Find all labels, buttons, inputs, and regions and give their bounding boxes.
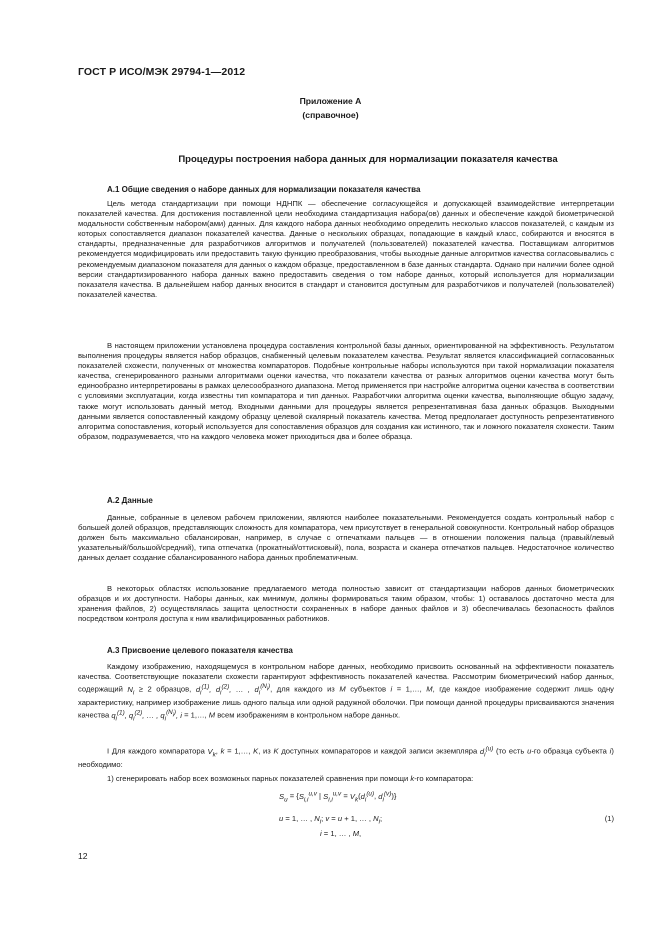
page-number: 12	[78, 851, 88, 861]
formula-index-ranges: u = 1, … , $N_i$; v = u + 1, … , $N_i$;	[279, 814, 383, 826]
formula-set-definition: $S_u = \{S_{i,i}^{u,v}$ | $S_{i,i}^{u,v} = V_k(d_i^{(u)}$, $d_i^{(v)}$)}	[279, 790, 397, 804]
section-a3-paragraph-3: 1) сгенерировать набор всех возможных парных показателей сравнения при помощи k-го компаратора:	[107, 774, 474, 783]
formula-number: (1)	[604, 814, 614, 823]
section-a3-paragraph-2: I Для каждого компаратора $V_k$, k = 1,…, K, из K доступных компараторов и каждой записи экземпляра $d_i^{(u)}$ (то есть u-го образца субъекта i) необходимо:	[78, 745, 614, 770]
annex-title: Процедуры построения набора данных для нормализации показателя качества	[178, 154, 558, 165]
annex-type: (справочное)	[302, 110, 359, 120]
section-a2-paragraph-2: В некоторых областях использование предлагаемого метода полностью зависит от стандартизации наборов данных биометрических образцов и их доступности. Наборы данных, как минимум, должны формироваться таким образом, чтобы: 1) оставалось достаточно места для хранения файлов, 2) осуществлялась защита целостности сохраненных в наборе данных файлов и 3) обеспечивалась безопасность файлов посредством контроля доступа к ним квалифицированных работников.	[78, 584, 614, 624]
section-a3-heading: А.3 Присвоение целевого показателя качества	[107, 646, 293, 655]
annex-label: Приложение А	[299, 96, 362, 106]
section-a1-paragraph-2: В настоящем приложении установлена процедура составления контрольной базы данных, ориентированной на эффективность. Результатом выполнения процедуры является набор образцов, снабженный целевым показателем качества. Результат является классификацией согласованных показателей схожести, полученных от множества компараторов. Подобные контрольные наборы используются при такой нормализации показателя качества, сгенерированного разными алгоритмами оценки качества, что показатели качества от разных алгоритмов оценки качества могут быть единообразно интерпретированы в рамках целесообразного диапазона. Метод применяется при настройке алгоритма оценки качества в соответствии с условиями эксплуатации, когда известны тип компаратора и тип данных. Разработчики алгоритма оценки качества, выполняющие общую задачу, также могут использовать данный метод. Входными данными для процедуры является репрезентативная база данных образцов. Выходными данными является сопоставленный каждому образцу целевой скалярный показатель качества. Метод предполагает доступность репрезентативного алгоритма сопоставления, который используется для сопоставления образцов для создания как истинного, так и ложного показателя схожести. Таким образом, подразумевается, что на каждого человека может приходиться два и более образца.	[78, 341, 614, 441]
section-a1-paragraph-1: Цель метода стандартизации при помощи НДНПК — обеспечение согласующейся и допускающей взаимодействие интерпретации показателей качества. Для достижения поставленной цели необходима стандартизация набора(ов) данных и обеспечение каждой биометрической модальности собственным набором(ами) данных. Для каждого набора данных необходимо определить несколько классов показателей, с каждым из которых сопоставляется диапазон показателей качества. Данные о нескольких образцах, попадающие в каждый класс, собираются и вносятся в стандарты, предназначенные для разработчиков алгоритмов и получателей (пользователей) показателей качества. Поставщикам алгоритмов рекомендуется модифицировать или предоставить такую функцию преобразования, чтобы выходные данные алгоритмов качества согласовывались с рекомендуемым диапазоном показателя для данных о каждом образце, предоставленном в базе данных стандарта. Однако при наличии более одной версии стандартизированного набора данных важно предоставить сведения о том наборе данных, который используется для нормализации показателя качества. В дальнейшем набор данных вносится в стандарт и становится доступным для разработчиков и получателей (пользователей) показателей качества.	[78, 199, 614, 299]
section-a2-paragraph-1: Данные, собранные в целевом рабочем приложении, являются наиболее показательными. Рекомендуется создать контрольный набор с большей долей образцов, представляющих сложность для компаратора, чем присутствует в генеральной совокупности. Контрольный набор образцов должен быть максимально сбалансирован, например, в случае с отпечатками пальцев — в отношении положения пальца (правый/левый указательный/большой/средний), типа отпечатка (прокатный/оттисковый), пола, возраста и сканера отпечатков пальцев. Недостаточное количество данных делает создание сбалансированного набора данных проблематичным.	[78, 513, 614, 563]
section-a1-heading: А.1 Общие сведения о наборе данных для нормализации показателя качества	[107, 185, 421, 194]
document-header: ГОСТ Р ИСО/МЭК 29794-1—2012	[78, 66, 246, 78]
section-a2-heading: А.2 Данные	[107, 496, 153, 505]
section-a3-paragraph-1: Каждому изображению, находящемуся в контрольном наборе данных, необходимо присвоить основанный на эффективности показатель качества. Соответствующие показатели схожести гарантируют эффективность показателей качества. Рассмотрим биометрический набор данных, содержащий $N_i \ge 2$ образцов, $d_i^{(1)}$, $d_i^{(2)}$, … , $d_i^{(N_i)}$, для каждого из M субъектов i = 1,…, M, где каждое изображение содержит лишь одну характеристику, например изображение лишь одного пальца или одной радужной оболочки. При помощи данной процедуры присваиваются значения качества $q_i^{(1)}$, $q_i^{(2)}$, … , $q_i^{(N_i)}$, i = 1,…, M всем изображениям в контрольном наборе данных.	[78, 662, 614, 723]
formula-subject-range: i = 1, … , M,	[320, 829, 362, 838]
